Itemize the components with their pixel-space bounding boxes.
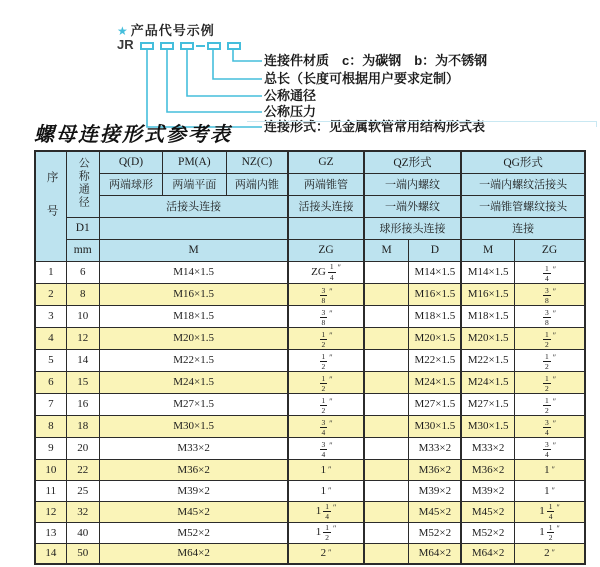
cell-qz-d: M52×2 <box>409 522 461 543</box>
cell-gz-zg: $\frac{1}{2}$ ″ <box>288 349 363 371</box>
cell-qg-m: M20×1.5 <box>461 327 514 349</box>
cell-qz-d: M24×1.5 <box>409 371 461 393</box>
cell-gz-zg: $\frac{1}{2}$ ″ <box>288 327 363 349</box>
cell-gz-zg: $\frac{3}{4}$ ″ <box>288 415 363 437</box>
cell-qg-zg: $\frac{3}{8}$ ″ <box>515 283 585 305</box>
cell-gz-zg: 1 $\frac{1}{2}$ ″ <box>288 522 363 543</box>
diagram-label-pressure: 公称压力 <box>264 104 317 119</box>
cell-m-thread: M20×1.5 <box>99 327 288 349</box>
cell-qg-zg: 1 $\frac{1}{2}$ ″ <box>515 522 585 543</box>
header-seq: 序号 <box>35 151 66 261</box>
cell-qz-d: M16×1.5 <box>409 283 461 305</box>
cell-gz-zg: 1 $\frac{1}{4}$ ″ <box>288 501 363 522</box>
table-row <box>35 480 585 501</box>
header-qg-zg: ZG <box>515 239 585 261</box>
cell-qz-d: M18×1.5 <box>409 305 461 327</box>
cell-qz-d: M30×1.5 <box>409 415 461 437</box>
code-box-2 <box>160 42 174 50</box>
cell-m-thread: M30×1.5 <box>99 415 288 437</box>
cell-qz-m <box>364 349 409 371</box>
cell-qg-m: M36×2 <box>461 459 514 480</box>
cell-seq: 10 <box>35 459 66 480</box>
cell-m-thread: M52×2 <box>99 522 288 543</box>
cell-qz-m <box>364 305 409 327</box>
cell-m-thread: M39×2 <box>99 480 288 501</box>
cell-seq: 6 <box>35 371 66 393</box>
cell-mm: 12 <box>66 327 99 349</box>
code-dash <box>196 45 205 47</box>
decorative-line <box>247 121 597 127</box>
cell-seq: 1 <box>35 261 66 283</box>
cell-m-thread: M27×1.5 <box>99 393 288 415</box>
cell-mm: 6 <box>66 261 99 283</box>
cell-qg-zg: $\frac{1}{2}$ ″ <box>515 327 585 349</box>
cell-qg-zg: 2 ″ <box>515 543 585 564</box>
table-row <box>35 543 585 564</box>
diagram-label-connection: 连接形式：见金属软管常用结构形式表 <box>264 119 486 134</box>
table-row <box>35 349 585 371</box>
cell-m-thread: M45×2 <box>99 501 288 522</box>
cell-qz-m <box>364 543 409 564</box>
cell-mm: 15 <box>66 371 99 393</box>
header-qz-title: QZ形式 <box>364 151 462 173</box>
header-gz-desc: 两端锥管 <box>288 173 363 195</box>
cell-mm: 32 <box>66 501 99 522</box>
cell-qg-zg: $\frac{3}{4}$ ″ <box>515 437 585 459</box>
cell-qz-m <box>364 261 409 283</box>
cell-m-thread: M16×1.5 <box>99 283 288 305</box>
cell-qz-d: M20×1.5 <box>409 327 461 349</box>
header-q-code: Q(D) <box>99 151 162 173</box>
cell-gz-zg: $\frac{1}{2}$ ″ <box>288 371 363 393</box>
cell-qz-m <box>364 459 409 480</box>
header-m-unit: M <box>99 239 288 261</box>
code-prefix: JR <box>117 37 134 52</box>
cell-m-thread: M24×1.5 <box>99 371 288 393</box>
cell-qg-m: M24×1.5 <box>461 371 514 393</box>
cell-m-thread: M36×2 <box>99 459 288 480</box>
cell-qg-zg: 1 $\frac{1}{4}$ ″ <box>515 501 585 522</box>
header-qz-m: M <box>364 239 409 261</box>
cell-qz-m <box>364 437 409 459</box>
cell-qz-m <box>364 393 409 415</box>
cell-qz-d: M27×1.5 <box>409 393 461 415</box>
cell-qg-zg: 1 ″ <box>515 459 585 480</box>
cell-seq: 14 <box>35 543 66 564</box>
header-d1: D1 <box>66 217 99 239</box>
cell-qz-m <box>364 501 409 522</box>
cell-qg-m: M27×1.5 <box>461 393 514 415</box>
header-q-desc: 两端球形 <box>99 173 162 195</box>
cell-qg-m: M14×1.5 <box>461 261 514 283</box>
table-body <box>35 261 585 564</box>
diagram-label-diameter: 公称通径 <box>264 88 317 103</box>
cell-mm: 16 <box>66 393 99 415</box>
cell-qz-d: M14×1.5 <box>409 261 461 283</box>
code-box-5 <box>227 42 241 50</box>
header-qz-row2: 一端内螺纹 <box>364 173 462 195</box>
diagram-heading-text: 产品代号示例 <box>130 23 215 38</box>
cell-gz-zg: ZG $\frac{1}{4}$ ″ <box>288 261 363 283</box>
cell-qg-m: M39×2 <box>461 480 514 501</box>
cell-qg-zg: $\frac{1}{2}$ ″ <box>515 349 585 371</box>
cell-qz-m <box>364 283 409 305</box>
header-qg-row2: 一端内螺纹活接头 <box>461 173 585 195</box>
cell-seq: 4 <box>35 327 66 349</box>
table-row <box>35 305 585 327</box>
header-qz-row4: 球形接头连接 <box>364 217 462 239</box>
cell-seq: 3 <box>35 305 66 327</box>
cell-seq: 13 <box>35 522 66 543</box>
cell-qg-m: M18×1.5 <box>461 305 514 327</box>
cell-qz-m <box>364 327 409 349</box>
cell-m-thread: M22×1.5 <box>99 349 288 371</box>
header-nominal-diameter: 公称通径 <box>66 151 99 217</box>
cell-gz-zg: 2 ″ <box>288 543 363 564</box>
table-row <box>35 327 585 349</box>
cell-gz-zg: $\frac{3}{8}$ ″ <box>288 283 363 305</box>
cell-seq: 9 <box>35 437 66 459</box>
header-nz-code: NZ(C) <box>226 151 288 173</box>
cell-mm: 14 <box>66 349 99 371</box>
cell-qz-d: M33×2 <box>409 437 461 459</box>
header-qg-title: QG形式 <box>461 151 585 173</box>
cell-qz-m <box>364 371 409 393</box>
header-gz-union: 活接头连接 <box>288 195 363 217</box>
cell-qg-zg: 1 ″ <box>515 480 585 501</box>
table-row <box>35 261 585 283</box>
code-box-1 <box>140 42 154 50</box>
cell-qz-d: M39×2 <box>409 480 461 501</box>
cell-qg-m: M64×2 <box>461 543 514 564</box>
header-blank-gz <box>288 217 363 239</box>
header-qg-m: M <box>461 239 514 261</box>
cell-m-thread: M14×1.5 <box>99 261 288 283</box>
cell-qg-zg: $\frac{3}{8}$ ″ <box>515 305 585 327</box>
cell-qg-zg: $\frac{1}{2}$ ″ <box>515 371 585 393</box>
cell-mm: 25 <box>66 480 99 501</box>
cell-m-thread: M64×2 <box>99 543 288 564</box>
cell-qg-m: M30×1.5 <box>461 415 514 437</box>
cell-m-thread: M33×2 <box>99 437 288 459</box>
cell-m-thread: M18×1.5 <box>99 305 288 327</box>
cell-qg-zg: $\frac{3}{4}$ ″ <box>515 415 585 437</box>
cell-qg-m: M33×2 <box>461 437 514 459</box>
cell-mm: 18 <box>66 415 99 437</box>
header-gz-code: GZ <box>288 151 363 173</box>
reference-table <box>34 150 586 565</box>
header-qg-row3: 一端锥管螺纹接头 <box>461 195 585 217</box>
cell-qz-m <box>364 480 409 501</box>
code-box-4 <box>207 42 221 50</box>
cell-mm: 40 <box>66 522 99 543</box>
header-qg-row4: 连接 <box>461 217 585 239</box>
table-row <box>35 501 585 522</box>
cell-qz-d: M36×2 <box>409 459 461 480</box>
table-row <box>35 437 585 459</box>
table-row <box>35 459 585 480</box>
cell-seq: 12 <box>35 501 66 522</box>
header-nz-desc: 两端内锥 <box>226 173 288 195</box>
cell-mm: 10 <box>66 305 99 327</box>
cell-qz-m <box>364 415 409 437</box>
cell-seq: 5 <box>35 349 66 371</box>
diagram-label-length: 总长（长度可根据用户要求定制） <box>264 71 460 86</box>
header-gz-unit: ZG <box>288 239 363 261</box>
cell-qg-m: M52×2 <box>461 522 514 543</box>
table-row <box>35 283 585 305</box>
star-icon: ★ <box>117 24 129 38</box>
header-qz-d: D <box>409 239 461 261</box>
cell-qz-d: M22×1.5 <box>409 349 461 371</box>
cell-qg-zg: $\frac{1}{2}$ ″ <box>515 393 585 415</box>
cell-qz-m <box>364 522 409 543</box>
table-row <box>35 522 585 543</box>
cell-qz-d: M64×2 <box>409 543 461 564</box>
cell-mm: 22 <box>66 459 99 480</box>
cell-mm: 8 <box>66 283 99 305</box>
cell-qg-zg: $\frac{1}{4}$ ″ <box>515 261 585 283</box>
header-union-connect: 活接头连接 <box>99 195 288 217</box>
cell-qg-m: M16×1.5 <box>461 283 514 305</box>
cell-seq: 8 <box>35 415 66 437</box>
cell-qg-m: M22×1.5 <box>461 349 514 371</box>
cell-seq: 11 <box>35 480 66 501</box>
diagram-label-material: 连接件材质 c：为碳钢 b：为不锈钢 <box>264 53 488 68</box>
header-pm-code: PM(A) <box>163 151 226 173</box>
table-row <box>35 415 585 437</box>
cell-gz-zg: $\frac{3}{8}$ ″ <box>288 305 363 327</box>
cell-gz-zg: $\frac{1}{2}$ ″ <box>288 393 363 415</box>
cell-gz-zg: 1 ″ <box>288 480 363 501</box>
header-blank-left <box>99 217 288 239</box>
header-qz-row3: 一端外螺纹 <box>364 195 462 217</box>
code-box-3 <box>180 42 194 50</box>
cell-gz-zg: 1 ″ <box>288 459 363 480</box>
table-header <box>35 151 585 261</box>
cell-qz-d: M45×2 <box>409 501 461 522</box>
cell-mm: 50 <box>66 543 99 564</box>
cell-seq: 7 <box>35 393 66 415</box>
header-mm: mm <box>66 239 99 261</box>
cell-mm: 20 <box>66 437 99 459</box>
header-pm-desc: 两端平面 <box>163 173 226 195</box>
cell-seq: 2 <box>35 283 66 305</box>
table-row <box>35 393 585 415</box>
cell-gz-zg: $\frac{3}{4}$ ″ <box>288 437 363 459</box>
table-row <box>35 371 585 393</box>
table-title: 螺母连接形式参考表 <box>34 122 232 146</box>
cell-qg-m: M45×2 <box>461 501 514 522</box>
